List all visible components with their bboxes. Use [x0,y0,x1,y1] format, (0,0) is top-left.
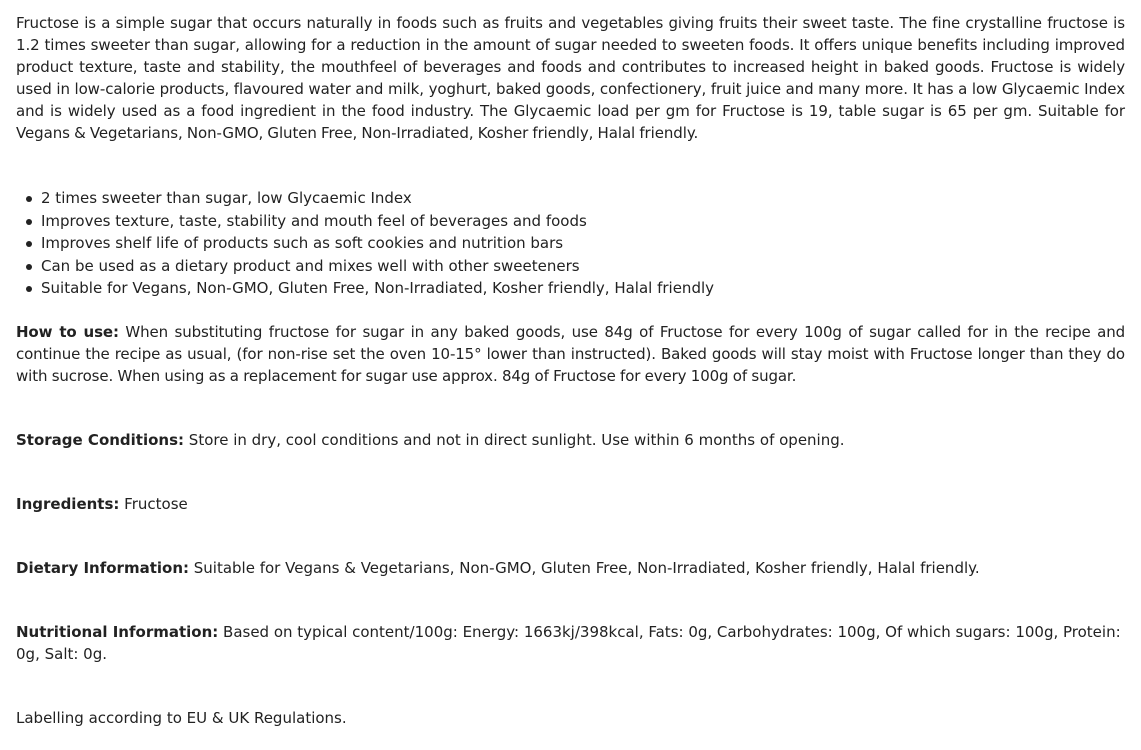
spacer [16,665,1125,707]
feature-text: Improves texture, taste, stability and mouth feel of beverages and foods [41,211,587,230]
how-to-use-text: When substituting fructose for sugar in any baked goods, use 84g of Fructose for every 100g of sugar called for in the recipe and continue the recipe as usual, (for non-rise set the oven 10-15° lower than instructed). Baked goods will stay moist with Fructose longer than they do with sucrose. When using as a replacement for sugar use approx. 84g of Fructose for every 100g of sugar. [16,322,1125,385]
how-to-use-label: How to use: [16,322,119,341]
feature-list [16,187,1125,300]
nutrition-section [16,621,1125,665]
feature-item [41,187,1125,210]
how-to-use-section [16,321,1125,387]
ingredients-label: Ingredients: [16,494,120,513]
spacer [16,451,1125,493]
bullet-icon [26,196,32,202]
bullet-icon [26,264,32,270]
spacer [16,579,1125,621]
feature-item [41,210,1125,233]
nutrition-label: Nutritional Information: [16,622,219,641]
nutrition-text: Based on typical content/100g: Energy: 1663kj/398kcal, Fats: 0g, Carbohydrates: 100g, Of which sugars: 100g, Protein: 0g, Salt: 0g. [16,622,1121,663]
dietary-label: Dietary Information: [16,558,189,577]
bullet-icon [26,219,32,225]
feature-text: Improves shelf life of products such as soft cookies and nutrition bars [41,234,564,252]
spacer [16,387,1125,429]
feature-item [41,277,1125,300]
intro-paragraph: Fructose is a simple sugar that occurs naturally in foods such as fruits and vegetables giving fruits their sweet taste. The fine crystalline fructose is 1.2 times sweeter than sugar, allowing for a reduction in the amount of sugar needed to sweeten foods. It offers unique benefits including improved product texture, taste and stability, the mouthfeel of beverages and foods and contributes to increased height in baked goods. Fructose is widely used in low-calorie products, flavoured water and milk, yoghurt, baked goods, confectionery, fruit juice and many more. It has a low Glycaemic Index and is widely used as a food ingredient in the food industry. The Glycaemic load per gm for Fructose is 19, table sugar is 65 per gm. Suitable for Vegans & Vegetarians, Non-GMO, Gluten Free, Non-Irradiated, Kosher friendly, Halal friendly. [16,14,1125,142]
dietary-section [16,557,1125,579]
feature-text: Suitable for Vegans, Non-GMO, Gluten Free, Non-Irradiated, Kosher friendly, Halal friendly [41,279,715,297]
ingredients-section [16,493,1125,515]
labelling-note: Labelling according to EU & UK Regulations. [16,708,347,727]
bullet-icon [26,286,32,292]
ingredients-text: Fructose [119,494,188,513]
storage-text: Store in dry, cool conditions and not in direct sunlight. Use within 6 months of opening. [184,430,845,449]
spacer [16,515,1125,557]
storage-label: Storage Conditions: [16,430,185,449]
dietary-text: Suitable for Vegans & Vegetarians, Non-GMO, Gluten Free, Non-Irradiated, Kosher friendly, Halal friendly. [189,558,980,577]
feature-text: Can be used as a dietary product and mixes well with other sweeteners [41,256,580,275]
bullet-icon [26,241,32,247]
feature-item [41,255,1125,278]
storage-section [16,429,1125,451]
spacer [16,300,1125,321]
feature-text: 2 times sweeter than sugar, low Glycaemic Index [41,189,412,207]
spacer [16,144,1125,187]
feature-item [41,232,1125,255]
